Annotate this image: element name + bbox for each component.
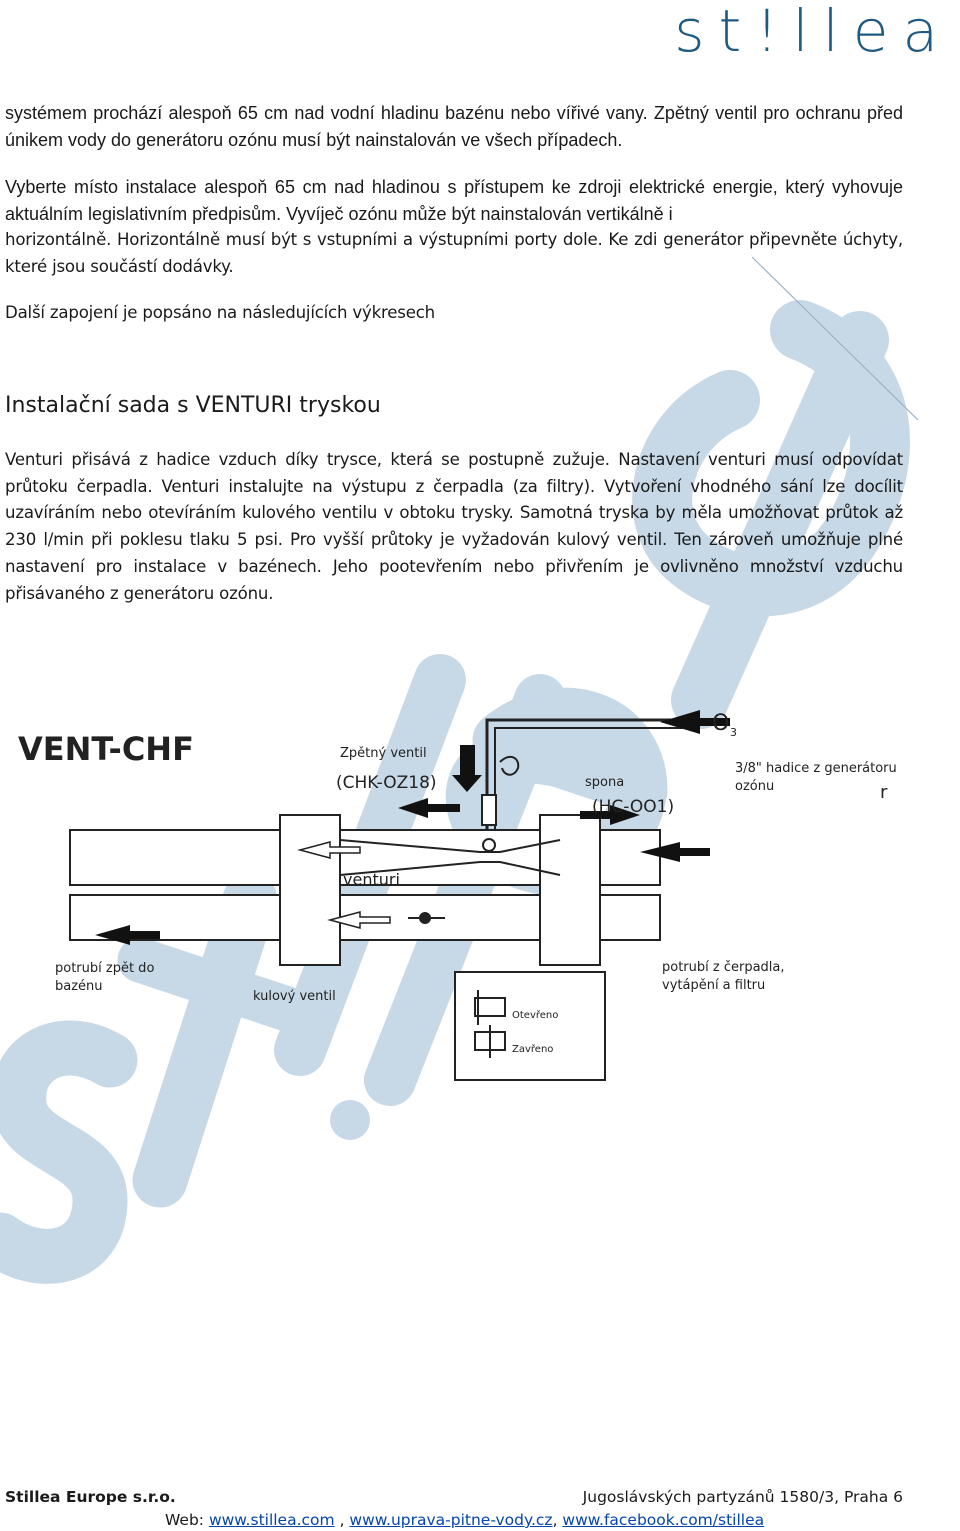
- label-hose-line2: ozónu: [735, 779, 775, 794]
- venturi-installation-diagram: [0, 680, 960, 1100]
- label-clamp-code: (HC-OO1): [592, 797, 675, 817]
- label-return-line2: bazénu: [55, 979, 103, 994]
- label-open: Otevřeno: [512, 1010, 559, 1021]
- footer-separator: ,: [552, 1511, 563, 1529]
- footer-separator: ,: [334, 1511, 350, 1529]
- label-check-valve-code: (CHK-OZ18): [336, 773, 437, 793]
- link-uprava-pitne-vody[interactable]: www.uprava-pitne-vody.cz: [349, 1511, 553, 1529]
- diagram-title: VENT-CHF: [18, 730, 194, 768]
- label-venturi: venturi: [343, 870, 400, 889]
- label-hose-line1: 3/8" hadice z generátoru: [735, 761, 897, 776]
- footer-web-label: Web:: [165, 1511, 205, 1529]
- label-ozone-sub: 3: [730, 726, 737, 739]
- label-pump-line1: potrubí z čerpadla,: [662, 960, 785, 975]
- paragraph-placement: Vyberte místo instalace alespoň 65 cm nad hladinou s přístupem ke zdroji elektrické energie, který vyhovuje aktuálním legislativním předpisům. Vyvíječ ozónu může být nainstalován vertikálně i: [5, 177, 903, 224]
- paragraph-orientation: horizontálně. Horizontálně musí být s vstupními a výstupními porty dole. Ke zdi generátor připevněte úchyty, které jsou součástí dodávky.: [5, 230, 903, 276]
- label-closed: Zavřeno: [512, 1044, 554, 1055]
- link-facebook[interactable]: www.facebook.com/stillea: [562, 1511, 765, 1529]
- label-check-valve: Zpětný ventil: [340, 746, 427, 761]
- section-heading: Instalační sada s VENTURI tryskou: [5, 393, 381, 418]
- stillea-logo: st!llea: [674, 0, 952, 65]
- label-stray-r: r: [880, 782, 888, 803]
- link-stillea[interactable]: www.stillea.com: [208, 1511, 335, 1529]
- footer-company: Stillea Europe s.r.o.: [5, 1488, 176, 1506]
- label-return-line1: potrubí zpět do: [55, 961, 155, 976]
- footer-address: Jugoslávských partyzánů 1580/3, Praha 6: [582, 1488, 903, 1506]
- paragraph-venturi: Venturi přisává z hadice vzduch díky trysce, která se postupně zužuje. Nastavení venturi musí odpovídat průtoku čerpadla. Venturi instalujte na výstupu z čerpadla (za filtry). Vytvoření vhodného sání lze docílit uzavíráním nebo otevíráním kulového ventilu v obtoku trysky. Samotná tryska by měla umožňovat průtok až 230 l/min při poklesu tlaku 5 psi. Pro vyšší průtoky je vyžadován kulový ventil. Ten zároveň umožňuje plné nastavení pro instalace v bazénech. Jeho pootevřením nebo přivřením je ovlivněno množství vzduchu přisávaného z generátoru ozónu.: [5, 450, 903, 603]
- footer-web: [165, 1511, 764, 1529]
- paragraph-further-connection: Další zapojení je popsáno na následujících výkresech: [5, 303, 435, 322]
- label-ozone: O: [712, 711, 730, 736]
- label-pump-line2: vytápění a filtru: [662, 978, 766, 993]
- label-ball-valve: kulový ventil: [253, 989, 336, 1004]
- paragraph-check-valve: systémem prochází alespoň 65 cm nad vodní hladinu bazénu nebo vířivé vany. Zpětný ventil pro ochranu před únikem vody do generátoru ozónu musí být nainstalován ve všech případech.: [5, 103, 903, 150]
- label-clamp: spona: [585, 775, 625, 790]
